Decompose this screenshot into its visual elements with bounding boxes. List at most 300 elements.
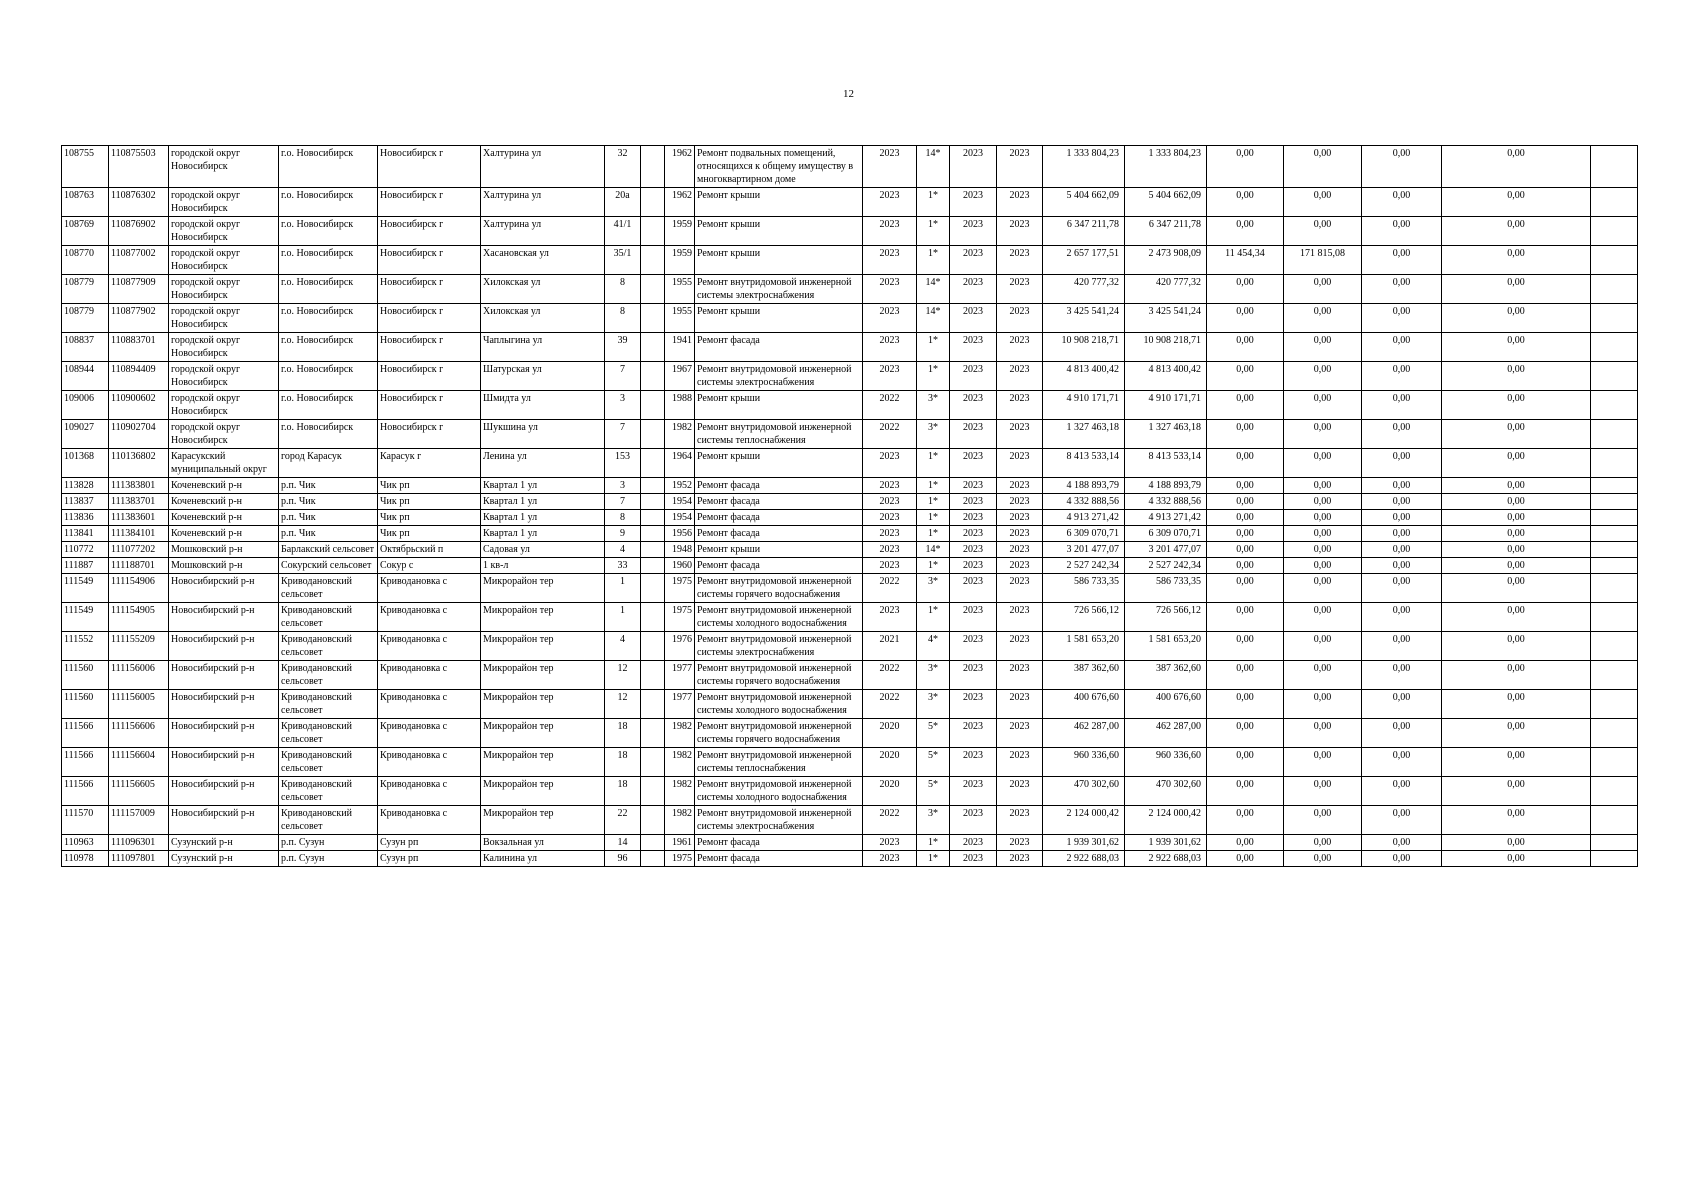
house-number-cell: 20а: [605, 188, 641, 217]
object-id-cell: 111566: [62, 748, 109, 777]
owners-cost-cell: 0,00: [1284, 574, 1362, 603]
other-cost-cell: 0,00: [1442, 526, 1591, 542]
work-type-cell: Ремонт крыши: [695, 391, 863, 420]
settlement-cell: г.о. Новосибирск: [279, 217, 378, 246]
owners-cost-cell: 0,00: [1284, 420, 1362, 449]
reason-code-cell: 1*: [917, 478, 950, 494]
street-cell: Микрорайон тер: [481, 661, 605, 690]
table-row: [62, 188, 1638, 217]
municipality-cell: городской округ Новосибирск: [169, 217, 279, 246]
reason-code-cell: 1*: [917, 494, 950, 510]
work-type-cell: Ремонт внутридомовой инженерной системы электроснабжения: [695, 362, 863, 391]
locality-cell: Криводановка с: [378, 719, 481, 748]
note-cell: [1591, 777, 1638, 806]
end-year-cell: 2023: [997, 835, 1043, 851]
house-number-cell: 8: [605, 510, 641, 526]
end-year-cell: 2023: [997, 558, 1043, 574]
house-number-cell: 1: [605, 603, 641, 632]
table-row: [62, 558, 1638, 574]
street-cell: Шмидта ул: [481, 391, 605, 420]
total-cost-cell: 10 908 218,71: [1043, 333, 1125, 362]
object-id-cell: 108837: [62, 333, 109, 362]
municipality-cell: Новосибирский р-н: [169, 719, 279, 748]
owners-cost-cell: 0,00: [1284, 851, 1362, 867]
house-number-cell: 22: [605, 806, 641, 835]
total-cost-cell: 2 527 242,34: [1043, 558, 1125, 574]
planned-year-cell: 2022: [863, 574, 917, 603]
note-cell: [1591, 661, 1638, 690]
owners-cost-cell: 0,00: [1284, 449, 1362, 478]
work-id-cell: 110877002: [109, 246, 169, 275]
planned-year-cell: 2023: [863, 275, 917, 304]
building-cell: [641, 478, 665, 494]
house-number-cell: 39: [605, 333, 641, 362]
year-built-cell: 1977: [665, 690, 695, 719]
work-type-cell: Ремонт внутридомовой инженерной системы электроснабжения: [695, 632, 863, 661]
reason-code-cell: 1*: [917, 526, 950, 542]
work-id-cell: 110876302: [109, 188, 169, 217]
table-row: [62, 478, 1638, 494]
year-built-cell: 1962: [665, 146, 695, 188]
municipality-cell: городской округ Новосибирск: [169, 391, 279, 420]
object-id-cell: 111552: [62, 632, 109, 661]
local-cost-cell: 0,00: [1362, 603, 1442, 632]
locality-cell: Криводановка с: [378, 748, 481, 777]
reason-code-cell: 3*: [917, 690, 950, 719]
house-number-cell: 14: [605, 835, 641, 851]
start-year-cell: 2023: [950, 391, 997, 420]
fund-cost-cell: 2 473 908,09: [1125, 246, 1207, 275]
object-id-cell: 111566: [62, 777, 109, 806]
building-cell: [641, 542, 665, 558]
work-type-cell: Ремонт фасада: [695, 478, 863, 494]
budget-cost-cell: 0,00: [1207, 362, 1284, 391]
work-type-cell: Ремонт внутридомовой инженерной системы электроснабжения: [695, 806, 863, 835]
planned-year-cell: 2023: [863, 510, 917, 526]
local-cost-cell: 0,00: [1362, 420, 1442, 449]
owners-cost-cell: 0,00: [1284, 146, 1362, 188]
budget-cost-cell: 0,00: [1207, 449, 1284, 478]
fund-cost-cell: 2 922 688,03: [1125, 851, 1207, 867]
reason-code-cell: 1*: [917, 217, 950, 246]
start-year-cell: 2023: [950, 835, 997, 851]
note-cell: [1591, 806, 1638, 835]
local-cost-cell: 0,00: [1362, 558, 1442, 574]
locality-cell: Новосибирск г: [378, 391, 481, 420]
municipality-cell: Карасукский муниципальный округ: [169, 449, 279, 478]
owners-cost-cell: 0,00: [1284, 391, 1362, 420]
year-built-cell: 1982: [665, 777, 695, 806]
table-row: [62, 217, 1638, 246]
year-built-cell: 1955: [665, 275, 695, 304]
owners-cost-cell: 0,00: [1284, 333, 1362, 362]
settlement-cell: г.о. Новосибирск: [279, 246, 378, 275]
object-id-cell: 108769: [62, 217, 109, 246]
start-year-cell: 2023: [950, 806, 997, 835]
year-built-cell: 1982: [665, 806, 695, 835]
local-cost-cell: 0,00: [1362, 777, 1442, 806]
municipality-cell: Коченевский р-н: [169, 494, 279, 510]
other-cost-cell: 0,00: [1442, 690, 1591, 719]
object-id-cell: 109006: [62, 391, 109, 420]
total-cost-cell: 6 347 211,78: [1043, 217, 1125, 246]
settlement-cell: г.о. Новосибирск: [279, 275, 378, 304]
locality-cell: Криводановка с: [378, 574, 481, 603]
total-cost-cell: 586 733,35: [1043, 574, 1125, 603]
budget-cost-cell: 0,00: [1207, 690, 1284, 719]
work-id-cell: 111188701: [109, 558, 169, 574]
end-year-cell: 2023: [997, 333, 1043, 362]
reason-code-cell: 5*: [917, 719, 950, 748]
work-type-cell: Ремонт фасада: [695, 510, 863, 526]
work-type-cell: Ремонт крыши: [695, 217, 863, 246]
reason-code-cell: 1*: [917, 333, 950, 362]
house-number-cell: 18: [605, 748, 641, 777]
object-id-cell: 108779: [62, 304, 109, 333]
work-id-cell: 110877902: [109, 304, 169, 333]
page-number: 12: [843, 88, 854, 100]
work-id-cell: 111097801: [109, 851, 169, 867]
municipality-cell: Сузунский р-н: [169, 835, 279, 851]
building-cell: [641, 510, 665, 526]
house-number-cell: 96: [605, 851, 641, 867]
budget-cost-cell: 0,00: [1207, 835, 1284, 851]
total-cost-cell: 4 910 171,71: [1043, 391, 1125, 420]
table-body: [62, 146, 1638, 867]
fund-cost-cell: 586 733,35: [1125, 574, 1207, 603]
end-year-cell: 2023: [997, 777, 1043, 806]
year-built-cell: 1964: [665, 449, 695, 478]
building-cell: [641, 690, 665, 719]
note-cell: [1591, 449, 1638, 478]
building-cell: [641, 333, 665, 362]
table-row: [62, 719, 1638, 748]
municipality-cell: городской округ Новосибирск: [169, 420, 279, 449]
fund-cost-cell: 1 327 463,18: [1125, 420, 1207, 449]
owners-cost-cell: 0,00: [1284, 304, 1362, 333]
object-id-cell: 113841: [62, 526, 109, 542]
building-cell: [641, 494, 665, 510]
note-cell: [1591, 632, 1638, 661]
other-cost-cell: 0,00: [1442, 661, 1591, 690]
note-cell: [1591, 146, 1638, 188]
table-row: [62, 748, 1638, 777]
end-year-cell: 2023: [997, 632, 1043, 661]
street-cell: Квартал 1 ул: [481, 478, 605, 494]
year-built-cell: 1962: [665, 188, 695, 217]
year-built-cell: 1941: [665, 333, 695, 362]
locality-cell: Криводановка с: [378, 632, 481, 661]
start-year-cell: 2023: [950, 719, 997, 748]
municipality-cell: городской округ Новосибирск: [169, 304, 279, 333]
house-number-cell: 4: [605, 542, 641, 558]
local-cost-cell: 0,00: [1362, 478, 1442, 494]
other-cost-cell: 0,00: [1442, 835, 1591, 851]
start-year-cell: 2023: [950, 478, 997, 494]
object-id-cell: 111566: [62, 719, 109, 748]
total-cost-cell: 470 302,60: [1043, 777, 1125, 806]
owners-cost-cell: 0,00: [1284, 362, 1362, 391]
start-year-cell: 2023: [950, 420, 997, 449]
other-cost-cell: 0,00: [1442, 246, 1591, 275]
municipality-cell: городской округ Новосибирск: [169, 246, 279, 275]
start-year-cell: 2023: [950, 246, 997, 275]
year-built-cell: 1982: [665, 420, 695, 449]
local-cost-cell: 0,00: [1362, 217, 1442, 246]
other-cost-cell: 0,00: [1442, 304, 1591, 333]
work-type-cell: Ремонт крыши: [695, 246, 863, 275]
note-cell: [1591, 851, 1638, 867]
other-cost-cell: 0,00: [1442, 494, 1591, 510]
street-cell: Хасановская ул: [481, 246, 605, 275]
budget-cost-cell: 0,00: [1207, 661, 1284, 690]
house-number-cell: 32: [605, 146, 641, 188]
object-id-cell: 110978: [62, 851, 109, 867]
local-cost-cell: 0,00: [1362, 542, 1442, 558]
start-year-cell: 2023: [950, 304, 997, 333]
municipality-cell: Коченевский р-н: [169, 478, 279, 494]
note-cell: [1591, 603, 1638, 632]
end-year-cell: 2023: [997, 449, 1043, 478]
local-cost-cell: 0,00: [1362, 851, 1442, 867]
locality-cell: Карасук г: [378, 449, 481, 478]
building-cell: [641, 661, 665, 690]
planned-year-cell: 2023: [863, 526, 917, 542]
table-row: [62, 333, 1638, 362]
other-cost-cell: 0,00: [1442, 719, 1591, 748]
municipality-cell: Коченевский р-н: [169, 510, 279, 526]
total-cost-cell: 6 309 070,71: [1043, 526, 1125, 542]
fund-cost-cell: 4 332 888,56: [1125, 494, 1207, 510]
street-cell: Садовая ул: [481, 542, 605, 558]
owners-cost-cell: 0,00: [1284, 806, 1362, 835]
work-id-cell: 110902704: [109, 420, 169, 449]
work-type-cell: Ремонт внутридомовой инженерной системы горячего водоснабжения: [695, 574, 863, 603]
total-cost-cell: 8 413 533,14: [1043, 449, 1125, 478]
work-type-cell: Ремонт внутридомовой инженерной системы горячего водоснабжения: [695, 719, 863, 748]
local-cost-cell: 0,00: [1362, 835, 1442, 851]
reason-code-cell: 3*: [917, 806, 950, 835]
work-id-cell: 111156604: [109, 748, 169, 777]
settlement-cell: г.о. Новосибирск: [279, 188, 378, 217]
start-year-cell: 2023: [950, 449, 997, 478]
total-cost-cell: 1 327 463,18: [1043, 420, 1125, 449]
building-cell: [641, 835, 665, 851]
object-id-cell: 108763: [62, 188, 109, 217]
street-cell: Микрорайон тер: [481, 690, 605, 719]
end-year-cell: 2023: [997, 217, 1043, 246]
municipality-cell: Мошковский р-н: [169, 542, 279, 558]
locality-cell: Чик рп: [378, 510, 481, 526]
settlement-cell: Барлакский сельсовет: [279, 542, 378, 558]
other-cost-cell: 0,00: [1442, 146, 1591, 188]
work-type-cell: Ремонт фасада: [695, 558, 863, 574]
total-cost-cell: 2 657 177,51: [1043, 246, 1125, 275]
local-cost-cell: 0,00: [1362, 304, 1442, 333]
local-cost-cell: 0,00: [1362, 333, 1442, 362]
end-year-cell: 2023: [997, 478, 1043, 494]
work-type-cell: Ремонт крыши: [695, 449, 863, 478]
building-cell: [641, 603, 665, 632]
start-year-cell: 2023: [950, 603, 997, 632]
planned-year-cell: 2023: [863, 217, 917, 246]
reason-code-cell: 4*: [917, 632, 950, 661]
start-year-cell: 2023: [950, 526, 997, 542]
locality-cell: Криводановка с: [378, 777, 481, 806]
planned-year-cell: 2023: [863, 835, 917, 851]
locality-cell: Чик рп: [378, 478, 481, 494]
settlement-cell: город Карасук: [279, 449, 378, 478]
street-cell: Микрорайон тер: [481, 777, 605, 806]
street-cell: Квартал 1 ул: [481, 526, 605, 542]
table-row: [62, 661, 1638, 690]
settlement-cell: г.о. Новосибирск: [279, 146, 378, 188]
municipality-cell: Новосибирский р-н: [169, 748, 279, 777]
object-id-cell: 113828: [62, 478, 109, 494]
work-id-cell: 111155209: [109, 632, 169, 661]
local-cost-cell: 0,00: [1362, 494, 1442, 510]
municipality-cell: городской округ Новосибирск: [169, 188, 279, 217]
end-year-cell: 2023: [997, 304, 1043, 333]
planned-year-cell: 2023: [863, 558, 917, 574]
local-cost-cell: 0,00: [1362, 449, 1442, 478]
year-built-cell: 1959: [665, 217, 695, 246]
building-cell: [641, 748, 665, 777]
locality-cell: Криводановка с: [378, 603, 481, 632]
house-number-cell: 9: [605, 526, 641, 542]
other-cost-cell: 0,00: [1442, 574, 1591, 603]
object-id-cell: 108779: [62, 275, 109, 304]
table-row: [62, 574, 1638, 603]
reason-code-cell: 14*: [917, 146, 950, 188]
reason-code-cell: 1*: [917, 449, 950, 478]
street-cell: Калинина ул: [481, 851, 605, 867]
total-cost-cell: 1 939 301,62: [1043, 835, 1125, 851]
budget-cost-cell: 0,00: [1207, 510, 1284, 526]
other-cost-cell: 0,00: [1442, 420, 1591, 449]
planned-year-cell: 2023: [863, 494, 917, 510]
year-built-cell: 1988: [665, 391, 695, 420]
note-cell: [1591, 391, 1638, 420]
object-id-cell: 113836: [62, 510, 109, 526]
reason-code-cell: 1*: [917, 603, 950, 632]
fund-cost-cell: 1 939 301,62: [1125, 835, 1207, 851]
municipality-cell: Мошковский р-н: [169, 558, 279, 574]
other-cost-cell: 0,00: [1442, 333, 1591, 362]
planned-year-cell: 2022: [863, 391, 917, 420]
work-type-cell: Ремонт фасада: [695, 851, 863, 867]
fund-cost-cell: 8 413 533,14: [1125, 449, 1207, 478]
total-cost-cell: 2 922 688,03: [1043, 851, 1125, 867]
end-year-cell: 2023: [997, 661, 1043, 690]
street-cell: Халтурина ул: [481, 146, 605, 188]
end-year-cell: 2023: [997, 603, 1043, 632]
local-cost-cell: 0,00: [1362, 275, 1442, 304]
end-year-cell: 2023: [997, 748, 1043, 777]
street-cell: Шукшина ул: [481, 420, 605, 449]
locality-cell: Октябрьский п: [378, 542, 481, 558]
house-number-cell: 8: [605, 304, 641, 333]
object-id-cell: 113837: [62, 494, 109, 510]
table-row: [62, 304, 1638, 333]
street-cell: Вокзальная ул: [481, 835, 605, 851]
start-year-cell: 2023: [950, 632, 997, 661]
work-type-cell: Ремонт внутридомовой инженерной системы теплоснабжения: [695, 748, 863, 777]
work-id-cell: 111383801: [109, 478, 169, 494]
end-year-cell: 2023: [997, 510, 1043, 526]
other-cost-cell: 0,00: [1442, 806, 1591, 835]
year-built-cell: 1975: [665, 851, 695, 867]
reason-code-cell: 3*: [917, 574, 950, 603]
street-cell: Хилокская ул: [481, 275, 605, 304]
owners-cost-cell: 0,00: [1284, 777, 1362, 806]
local-cost-cell: 0,00: [1362, 719, 1442, 748]
other-cost-cell: 0,00: [1442, 542, 1591, 558]
total-cost-cell: 2 124 000,42: [1043, 806, 1125, 835]
municipality-cell: Новосибирский р-н: [169, 574, 279, 603]
fund-cost-cell: 960 336,60: [1125, 748, 1207, 777]
budget-cost-cell: 0,00: [1207, 526, 1284, 542]
fund-cost-cell: 1 333 804,23: [1125, 146, 1207, 188]
fund-cost-cell: 10 908 218,71: [1125, 333, 1207, 362]
house-number-cell: 35/1: [605, 246, 641, 275]
house-number-cell: 41/1: [605, 217, 641, 246]
end-year-cell: 2023: [997, 690, 1043, 719]
reason-code-cell: 3*: [917, 391, 950, 420]
reason-code-cell: 1*: [917, 851, 950, 867]
house-number-cell: 7: [605, 494, 641, 510]
settlement-cell: Криводановский сельсовет: [279, 748, 378, 777]
work-id-cell: 110876902: [109, 217, 169, 246]
note-cell: [1591, 510, 1638, 526]
municipality-cell: городской округ Новосибирск: [169, 362, 279, 391]
local-cost-cell: 0,00: [1362, 574, 1442, 603]
building-cell: [641, 217, 665, 246]
start-year-cell: 2023: [950, 777, 997, 806]
owners-cost-cell: 0,00: [1284, 661, 1362, 690]
work-type-cell: Ремонт внутридомовой инженерной системы электроснабжения: [695, 275, 863, 304]
locality-cell: Чик рп: [378, 526, 481, 542]
owners-cost-cell: 0,00: [1284, 478, 1362, 494]
object-id-cell: 108770: [62, 246, 109, 275]
budget-cost-cell: 0,00: [1207, 217, 1284, 246]
end-year-cell: 2023: [997, 391, 1043, 420]
budget-cost-cell: 0,00: [1207, 777, 1284, 806]
house-number-cell: 33: [605, 558, 641, 574]
settlement-cell: р.п. Чик: [279, 510, 378, 526]
owners-cost-cell: 0,00: [1284, 719, 1362, 748]
settlement-cell: р.п. Сузун: [279, 835, 378, 851]
locality-cell: Сузун рп: [378, 851, 481, 867]
building-cell: [641, 420, 665, 449]
table-row: [62, 449, 1638, 478]
total-cost-cell: 4 813 400,42: [1043, 362, 1125, 391]
local-cost-cell: 0,00: [1362, 632, 1442, 661]
total-cost-cell: 4 188 893,79: [1043, 478, 1125, 494]
total-cost-cell: 400 676,60: [1043, 690, 1125, 719]
street-cell: Чаплыгина ул: [481, 333, 605, 362]
owners-cost-cell: 0,00: [1284, 835, 1362, 851]
house-number-cell: 12: [605, 661, 641, 690]
budget-cost-cell: 0,00: [1207, 603, 1284, 632]
work-id-cell: 111096301: [109, 835, 169, 851]
work-id-cell: 111156606: [109, 719, 169, 748]
building-cell: [641, 246, 665, 275]
work-type-cell: Ремонт фасада: [695, 526, 863, 542]
house-number-cell: 8: [605, 275, 641, 304]
budget-cost-cell: 0,00: [1207, 478, 1284, 494]
table-row: [62, 246, 1638, 275]
